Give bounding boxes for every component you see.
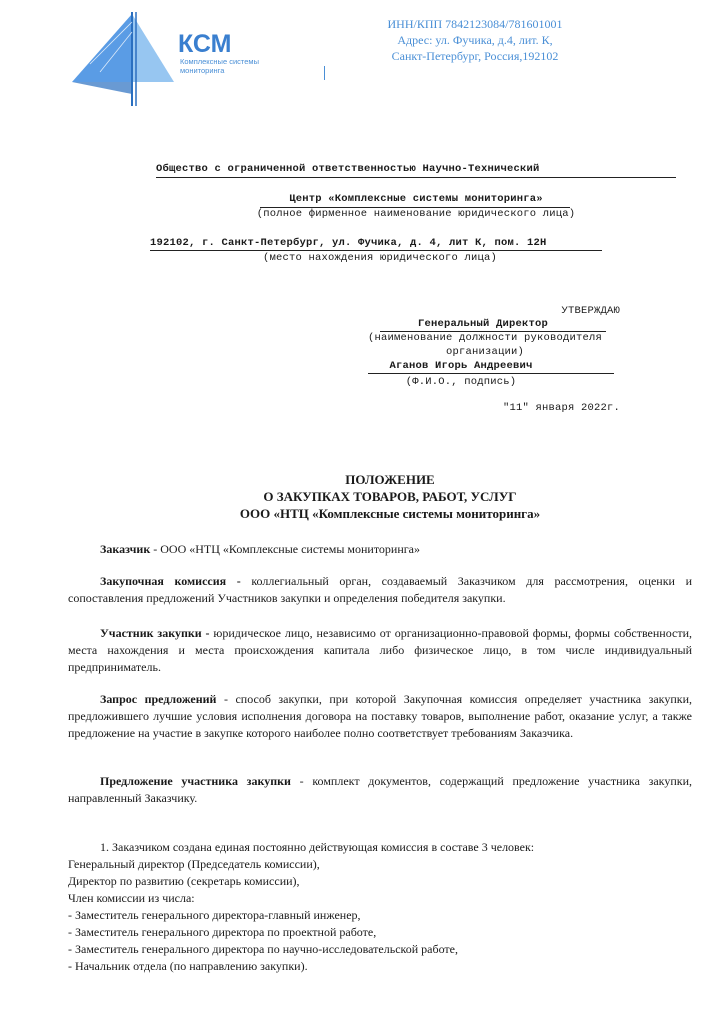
org-address-caption: (место нахождения юридического лица) bbox=[262, 252, 498, 264]
approval-name-caption: (Ф.И.О., подпись) bbox=[405, 376, 517, 388]
company-address-block bbox=[368, 16, 582, 64]
approval-label: УТВЕРЖДАЮ bbox=[561, 305, 620, 317]
logo-wordmark: КСМ bbox=[178, 30, 232, 58]
section-1-intro: 1. Заказчиком создана единая постоянно действующая комиссия в составе 3 человек: bbox=[100, 840, 535, 854]
approval-position-caption-2: организации) bbox=[445, 346, 524, 358]
title-line2: О ЗАКУПКАХ ТОВАРОВ, РАБОТ, УСЛУГ bbox=[263, 489, 517, 504]
approval-date: "11" января 2022г. bbox=[502, 402, 620, 414]
city-address: Санкт-Петербург, Россия,192102 bbox=[391, 49, 559, 63]
title-line3: ООО «НТЦ «Комплексные системы мониторинга» bbox=[239, 506, 541, 521]
section-1-commission bbox=[68, 839, 694, 975]
definition-participant: Участник закупки - юридическое лицо, независимо от организационно-правовой формы, формы собственности, места нахождения и места происхождения капитала либо физическое лицо, в том числе индивидуальный предприниматель. bbox=[68, 626, 692, 674]
approval-name: Аганов Игорь Андреевич bbox=[389, 360, 533, 372]
divider bbox=[368, 373, 614, 374]
list-item: Член комиссии из числа: bbox=[68, 891, 195, 905]
org-name-caption: (полное фирменное наименование юридического лица) bbox=[256, 208, 576, 220]
list-item: - Заместитель генерального директора-главный инженер, bbox=[68, 908, 361, 922]
logo-subtitle: Комплексные системы мониторинга bbox=[180, 57, 259, 75]
definition-participant-proposal: Предложение участника закупки - комплект документов, содержащий предложение участника закупки, направленный Заказчику. bbox=[68, 774, 693, 805]
divider bbox=[150, 250, 602, 251]
org-address: 192102, г. Санкт-Петербург, ул. Фучика, д. 4, лит К, пом. 12Н bbox=[150, 237, 547, 249]
inn-kpp: ИНН/КПП 7842123084/781601001 bbox=[387, 17, 563, 31]
org-name-line2: Центр «Комплексные системы мониторинга» bbox=[289, 193, 543, 205]
list-item: - Заместитель генерального директора по научно-исследовательской работе, bbox=[68, 942, 459, 956]
list-item: Генеральный директор (Председатель комиссии), bbox=[68, 857, 320, 871]
approval-position: Генеральный Директор bbox=[417, 318, 549, 330]
document-title bbox=[100, 471, 680, 522]
title-line1: ПОЛОЖЕНИЕ bbox=[345, 472, 435, 487]
definition-request-for-proposals: Запрос предложений - способ закупки, при которой Закупочная комиссия определяет участника закупки, предложившего лучшие условия исполнения договора на поставку товаров, выполнение работ, оказание услуг, а также предложение на участие в закупке которого наиболее полно соответствует требованиям Заказчика. bbox=[68, 692, 692, 740]
header-divider bbox=[324, 66, 325, 80]
list-item: - Заместитель генерального директора по проектной работе, bbox=[68, 925, 377, 939]
street-address: Адрес: ул. Фучика, д.4, лит. К, bbox=[397, 33, 553, 47]
list-item: Директор по развитию (секретарь комиссии), bbox=[68, 874, 300, 888]
org-name-line1: Общество с ограниченной ответственностью Научно-Технический bbox=[156, 163, 540, 175]
approval-position-caption-1: (наименование должности руководителя bbox=[367, 332, 603, 344]
list-item: - Начальник отдела (по направлению закупки). bbox=[68, 959, 308, 973]
definition-procurement-commission: Закупочная комиссия - коллегиальный орган, создаваемый Заказчиком для рассмотрения, оценки и сопоставления предложений Участников закупки и определения победителя закупки. bbox=[68, 574, 692, 605]
divider bbox=[156, 177, 676, 178]
definition-customer: Заказчик - ООО «НТЦ «Комплексные системы мониторинга» bbox=[100, 542, 420, 556]
